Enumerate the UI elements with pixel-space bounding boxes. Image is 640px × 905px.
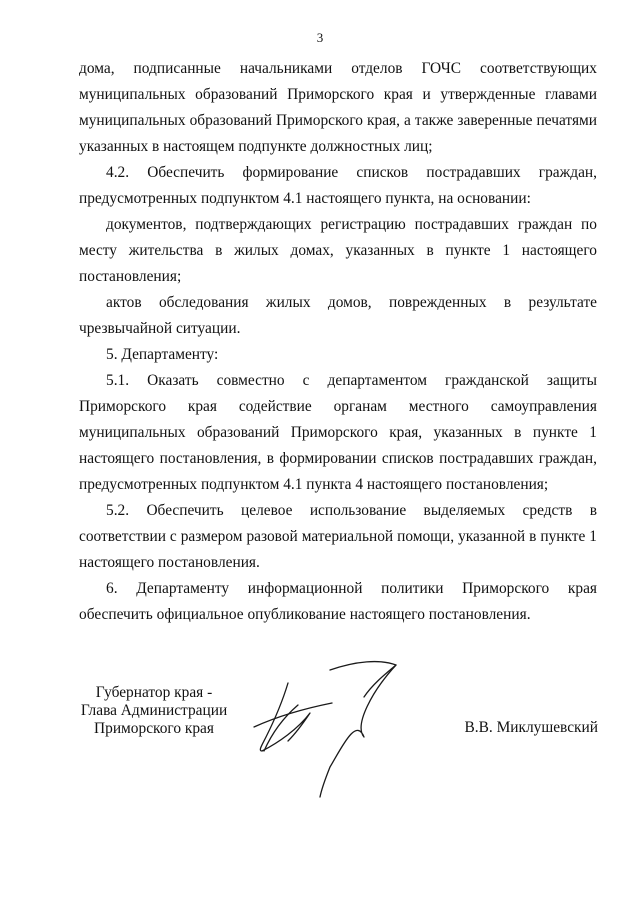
handwritten-signature <box>246 655 416 805</box>
page-number: 3 <box>316 30 324 45</box>
paragraph-4-2: 4.2. Обеспечить формирование списков пострадавших граждан, предусмотренных подпунктом 4.1 настоящего пункта, на основании: <box>79 164 597 207</box>
paragraph-acts: актов обследования жилых домов, поврежденных в результате чрезвычайной ситуации. <box>79 294 597 337</box>
paragraph-5: 5. Департаменту: <box>106 346 219 363</box>
paragraph-6: 6. Департаменту информационной политики Приморского края обеспечить официальное опубликование настоящего постановления. <box>79 580 597 623</box>
signatory-title-line: Губернатор края - <box>95 684 213 701</box>
signatory-name: В.В. Миклушевский <box>464 719 598 736</box>
paragraph-continuation: дома, подписанные начальниками отделов ГОЧС соответствующих муниципальных образований Приморского края и утвержденные главами муниципальных образований Приморского края, а также заверенные печатями указанных в настоящем подпункте должностных лиц; <box>79 60 597 155</box>
paragraph-documents: документов, подтверждающих регистрацию пострадавших граждан по месту жительства в жилых домах, указанных в пункте 1 настоящего постановления; <box>79 216 597 285</box>
signatory-title-line: Глава Администрации <box>80 702 228 719</box>
paragraph-5-2: 5.2. Обеспечить целевое использование выделяемых средств в соответствии с размером разовой материальной помощи, указанной в пункте 1 настоящего постановления. <box>79 502 597 571</box>
signatory-title <box>79 684 229 738</box>
document-body <box>79 56 597 628</box>
signatory-title-line: Приморского края <box>94 720 214 737</box>
paragraph-5-1: 5.1. Оказать совместно с департаментом гражданской защиты Приморского края содействие органам местного самоуправления муниципальных образований Приморского края, указанных в пункте 1 настоящего постановления, в формировании списков пострадавших граждан, предусмотренных подпунктом 4.1 пункта 4 настоящего постановления; <box>79 372 597 493</box>
